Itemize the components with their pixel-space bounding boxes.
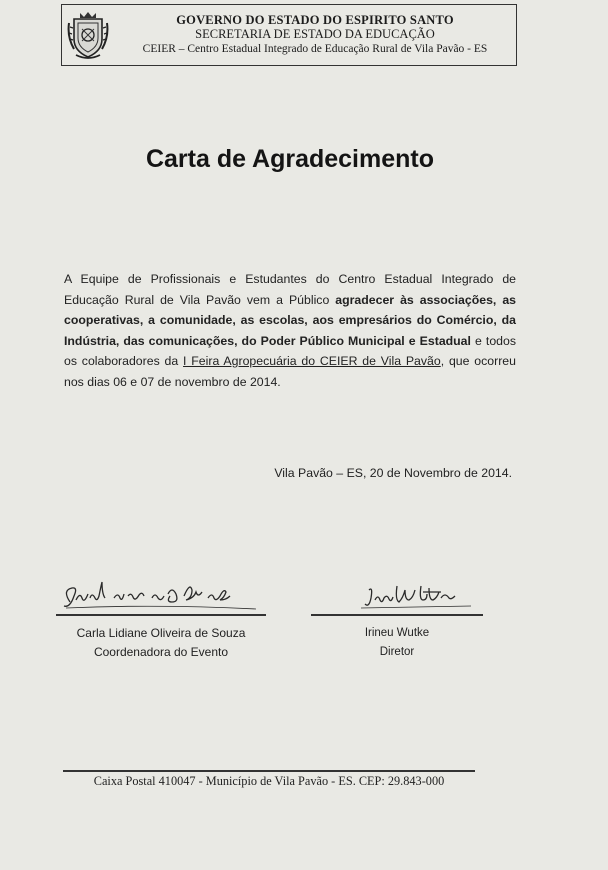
school-name: CEIER – Centro Estadual Integrado de Educação Rural de Vila Pavão - ES [142, 43, 488, 55]
signature-block-director [311, 578, 483, 662]
signer-name: Carla Lidiane Oliveira de Souza [76, 625, 246, 640]
footer-address: Caixa Postal 410047 - Município de Vila Pavão - ES. CEP: 29.843-000 [93, 774, 445, 788]
government-name: GOVERNO DO ESTADO DO ESPIRITO SANTO [176, 13, 454, 27]
handwritten-signature [311, 578, 483, 614]
letterhead [61, 4, 517, 66]
signature-block-coordinator [56, 578, 266, 662]
body-text-1: A Equipe de Profissionais e Estudantes do Centro Estadual Integrado de Educação Rural de Vila Pavão vem a Público [64, 272, 516, 307]
handwritten-signature [56, 578, 266, 614]
place-and-date: Vila Pavão – ES, 20 de Novembro de 2014. [274, 466, 512, 480]
event-name: I Feira Agropecuária do CEIER de Vila Pavão [183, 354, 441, 368]
letter-body [64, 269, 516, 392]
signature-line [311, 614, 483, 616]
page-title: Carta de Agradecimento [145, 145, 435, 173]
body-text-3: , que ocorreu nos dias 06 e 07 de novembro de 2014. [64, 354, 516, 389]
body-text-2: e todos os colaboradores da [64, 333, 516, 368]
body-text-bold: agradecer às associações, as cooperativas, a comunidade, as escolas, aos empresários do Comércio, da Indústria, das comunicações, do Poder Público Municipal e Estadual [64, 292, 517, 348]
coat-of-arms-icon [66, 9, 110, 61]
footer-divider [63, 770, 475, 772]
signer-role: Coordenadora do Evento [93, 644, 229, 659]
signature-line [56, 614, 266, 616]
signer-name: Irineu Wutke [364, 626, 430, 639]
letterhead-text [118, 13, 512, 57]
secretariat-name: SECRETARIA DE ESTADO DA EDUCAÇÃO [195, 27, 435, 41]
signer-role: Diretor [379, 645, 415, 658]
